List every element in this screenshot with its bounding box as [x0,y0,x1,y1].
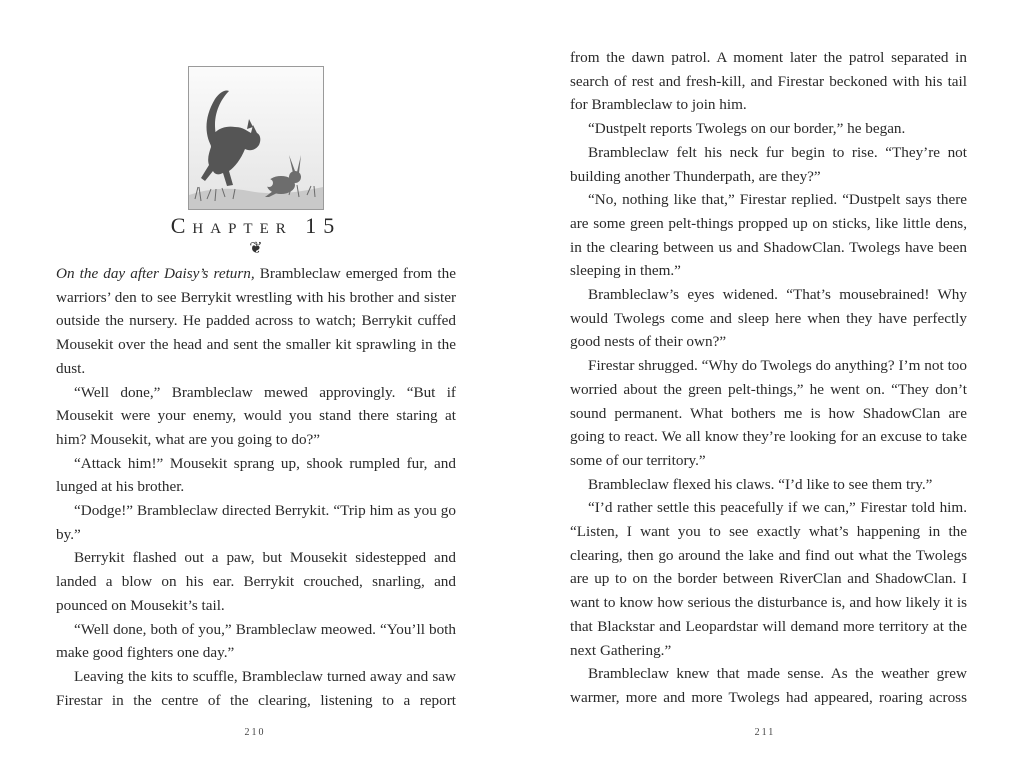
paragraph: Brambleclaw flexed his claws. “I’d like to see them try.” [588,475,933,493]
page-number-right: 211 [754,727,776,738]
chapter-illustration [188,66,324,210]
right-page-body [570,46,967,710]
continued-paragraph: from the dawn patrol. A moment later the patrol separated in search of rest and fresh-kill, and Firestar beckoned with his tail for Brambleclaw to join him. [570,49,967,114]
opening-paragraph [56,262,456,381]
paragraph: “Well done,” Brambleclaw mewed approvingly. “But if Mousekit were your enemy, would you stand there staring at him? Mousekit, what are you going to do?” [56,383,456,448]
chapter-ornament: ❦ [249,240,263,257]
paragraph: “Attack him!” Mousekit sprang up, shook rumpled fur, and lunged at his brother. [56,454,456,496]
paragraph: Brambleclaw’s eyes widened. “That’s mousebrained! Why would Twolegs come and sleep here when they have perfectly good nests of their own?” [570,286,967,351]
paragraph: “Dustpelt reports Twolegs on our border,” he began. [588,120,906,138]
paragraph: Firestar shrugged. “Why do Twolegs do anything? I’m not too worried about the green pelt-things,” he went on. “They don’t sound permanent. What bothers me is how ShadowClan are going to react. We all know they’re looking for an excuse to take some of our territory.” [570,357,967,469]
paragraph: “Dodge!” Brambleclaw directed Berrykit. “Trip him as you go by.” [56,502,456,543]
italic-lead-in: On the day after Daisy’s return, [56,265,255,282]
paragraph: “Well done, both of you,” Brambleclaw meowed. “You’ll both make good fighters one day.” [56,620,456,662]
cat-rabbit-drawing [189,67,323,209]
opening-paragraph-text: Brambleclaw emerged from the warriors’ den to see Berrykit wrestling with his brother and sister outside the nursery. He padded across to watch; Berrykit cuffed Mousekit over the head and sent the smaller kit sprawling in the dust. [56,265,456,377]
right-page [510,0,1020,783]
left-page-body [56,262,456,712]
paragraph: Leaving the kits to scuffle, Brambleclaw turned away and saw Firestar in the centre of the clearing, listening to a report [56,667,456,709]
page-number-left: 210 [244,727,266,738]
paragraph: Berrykit flashed out a paw, but Mousekit sidestepped and landed a blow on his ear. Berrykit crouched, snarling, and pounced on Mousekit’s tail. [56,549,456,614]
paragraph: “I’d rather settle this peacefully if we can,” Firestar told him. “Listen, I want you to see exactly what’s happening in the clearing, then go around the lake and find out what the Twolegs are up to on the border between RiverClan and ShadowClan. I want to know how serious the disturbance is, and how likely it is that Blackstar and Leopardstar will demand more territory at the next Gathering.” [570,499,967,659]
chapter-heading: Chapter 15 [170,213,342,238]
paragraph: Brambleclaw felt his neck fur begin to rise. “They’re not building another Thunderpath, are they?” [570,143,967,185]
paragraph: Brambleclaw knew that made sense. As the weather grew warmer, more and more Twolegs had appeared, roaring across [570,665,967,706]
paragraph: “No, nothing like that,” Firestar replied. “Dustpelt says there are some green pelt-things propped up on sticks, like little dens, in the clearing between us and ShadowClan. Twolegs have been sleeping in them.” [570,191,967,280]
